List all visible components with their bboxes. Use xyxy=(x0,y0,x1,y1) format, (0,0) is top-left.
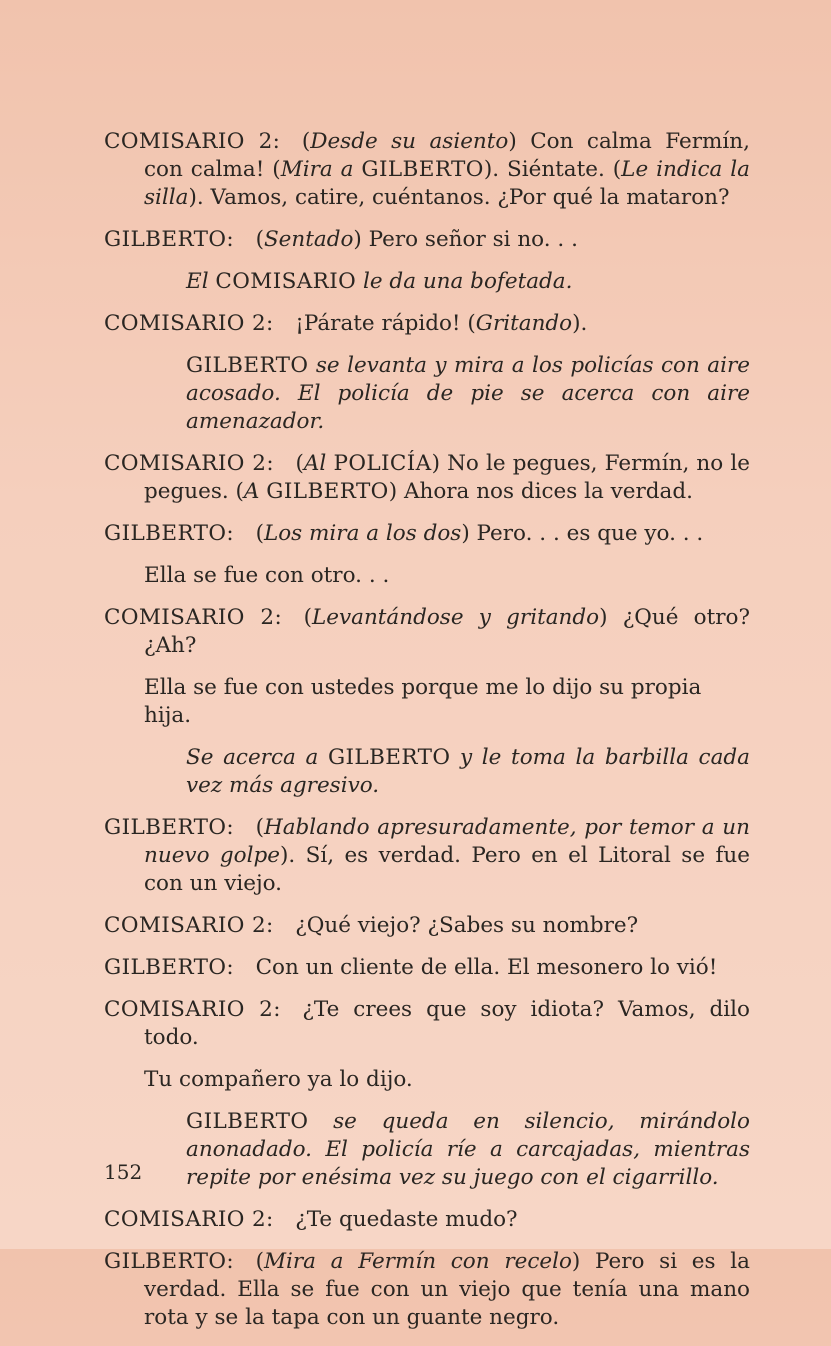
dialogue-entry xyxy=(104,310,750,338)
text-span: ). xyxy=(572,311,588,336)
text-span: Tu compañero ya lo dijo. xyxy=(144,1067,413,1092)
character-name: GILBERTO xyxy=(327,745,451,770)
dialogue-entry xyxy=(104,1248,750,1332)
text-span: se queda en silencio, mirándolo anonadado. El policía ríe a carcajadas, mientras repite por enésima vez su juego con el cigarrillo. xyxy=(186,1109,750,1190)
text-span: ( xyxy=(301,129,311,154)
text-span: ¿Te crees que soy idiota? Vamos, dilo todo. xyxy=(144,997,750,1050)
text-span: ( xyxy=(255,1249,264,1274)
text-span: Con un cliente de ella. El mesonero lo vió! xyxy=(255,955,718,980)
character-name: GILBERTO xyxy=(361,157,484,182)
speaker-name: GILBERTO: xyxy=(104,815,235,840)
text-span: ) Con calma Fermín, con calma! ( xyxy=(144,129,750,182)
italic-text: Mira a Fermín con recelo xyxy=(263,1249,572,1274)
stage-direction xyxy=(104,268,750,296)
text-span: y le toma la barbilla cada vez más agresivo. xyxy=(186,745,750,798)
character-name: POLICÍA xyxy=(333,451,432,476)
dialogue-entry xyxy=(104,450,750,506)
text-span: ). Vamos, catire, cuéntanos. ¿Por qué la mataron? xyxy=(188,185,730,210)
text-span: ( xyxy=(255,227,264,252)
italic-text: Desde su asiento xyxy=(310,129,509,154)
text-span: ) Pero si es la verdad. Ella se fue con un viejo que tenía una mano rota y se la tapa con un guante negro. xyxy=(144,1249,750,1330)
text-span: ) No le pegues, Fermín, no le pegues. ( xyxy=(144,451,750,504)
stage-direction xyxy=(104,352,750,436)
text-span: Se acerca a xyxy=(186,745,328,770)
speaker-name: GILBERTO: xyxy=(104,521,235,546)
page-number: 152 xyxy=(104,1160,143,1184)
dialogue-entry xyxy=(104,954,750,982)
dialogue-entry xyxy=(104,996,750,1052)
dialogue-entry xyxy=(104,1206,750,1234)
text-span: ¿Qué viejo? ¿Sabes su nombre? xyxy=(295,913,639,938)
text-span: se levanta y mira a los policías con aire acosado. El policía de pie se acerca con aire amenazador. xyxy=(186,353,750,434)
speaker-name: COMISARIO 2: xyxy=(104,129,281,154)
speaker-name: GILBERTO: xyxy=(104,1249,235,1274)
dialogue-continuation xyxy=(104,562,750,590)
dialogue-continuation xyxy=(104,1066,750,1094)
text-span: El xyxy=(186,269,216,294)
dialogue-entry xyxy=(104,814,750,898)
dialogue-entry xyxy=(104,604,750,660)
page-text xyxy=(104,128,750,1346)
character-name: COMISARIO xyxy=(215,269,357,294)
italic-text: Le indica la silla xyxy=(144,157,750,210)
text-span: ) ¿Qué otro? ¿Ah? xyxy=(144,605,750,658)
text-span: Ella se fue con otro. . . xyxy=(144,563,390,588)
speaker-name: COMISARIO 2: xyxy=(104,913,274,938)
text-span: Ella se fue con ustedes porque me lo dijo su propia hija. xyxy=(144,675,702,728)
text-span: ) Pero. . . es que yo. . . xyxy=(461,521,704,546)
character-name: GILBERTO xyxy=(186,353,309,378)
italic-text: Gritando xyxy=(475,311,573,336)
italic-text: Hablando apresuradamente, por temor a un nuevo golpe xyxy=(144,815,750,868)
text-span: ( xyxy=(255,815,264,840)
text-span: ( xyxy=(295,451,304,476)
text-span: ¡Párate rápido! ( xyxy=(295,311,476,336)
text-span: le da una bofetada. xyxy=(356,269,573,294)
stage-direction xyxy=(104,1108,750,1192)
text-span: ). Sí, es verdad. Pero en el Litoral se fue con un viejo. xyxy=(144,843,750,896)
dialogue-continuation xyxy=(104,674,750,730)
italic-text: Mira a xyxy=(280,157,362,182)
text-span: ( xyxy=(303,605,312,630)
dialogue-entry xyxy=(104,912,750,940)
text-span: ( xyxy=(255,521,264,546)
text-span: ) Pero señor si no. . . xyxy=(353,227,578,252)
character-name: GILBERTO xyxy=(266,479,389,504)
text-span: ). Siéntate. ( xyxy=(483,157,622,182)
text-span: ¿Te quedaste mudo? xyxy=(295,1207,518,1232)
dialogue-entry xyxy=(104,520,750,548)
speaker-name: GILBERTO: xyxy=(104,227,235,252)
italic-text: Los mira a los dos xyxy=(263,521,462,546)
italic-text: Levantándose y gritando xyxy=(311,605,600,630)
text-span: ) Ahora nos dices la verdad. xyxy=(388,479,693,504)
stage-direction xyxy=(104,744,750,800)
speaker-name: COMISARIO 2: xyxy=(104,605,283,630)
italic-text: Sentado xyxy=(263,227,354,252)
dialogue-entry xyxy=(104,128,750,212)
speaker-name: COMISARIO 2: xyxy=(104,1207,274,1232)
speaker-name: COMISARIO 2: xyxy=(104,997,281,1022)
speaker-name: COMISARIO 2: xyxy=(104,311,274,336)
italic-text: A xyxy=(243,479,267,504)
italic-text: Al xyxy=(303,451,334,476)
speaker-name: COMISARIO 2: xyxy=(104,451,275,476)
dialogue-entry xyxy=(104,226,750,254)
character-name: GILBERTO xyxy=(186,1109,309,1134)
speaker-name: GILBERTO: xyxy=(104,955,235,980)
